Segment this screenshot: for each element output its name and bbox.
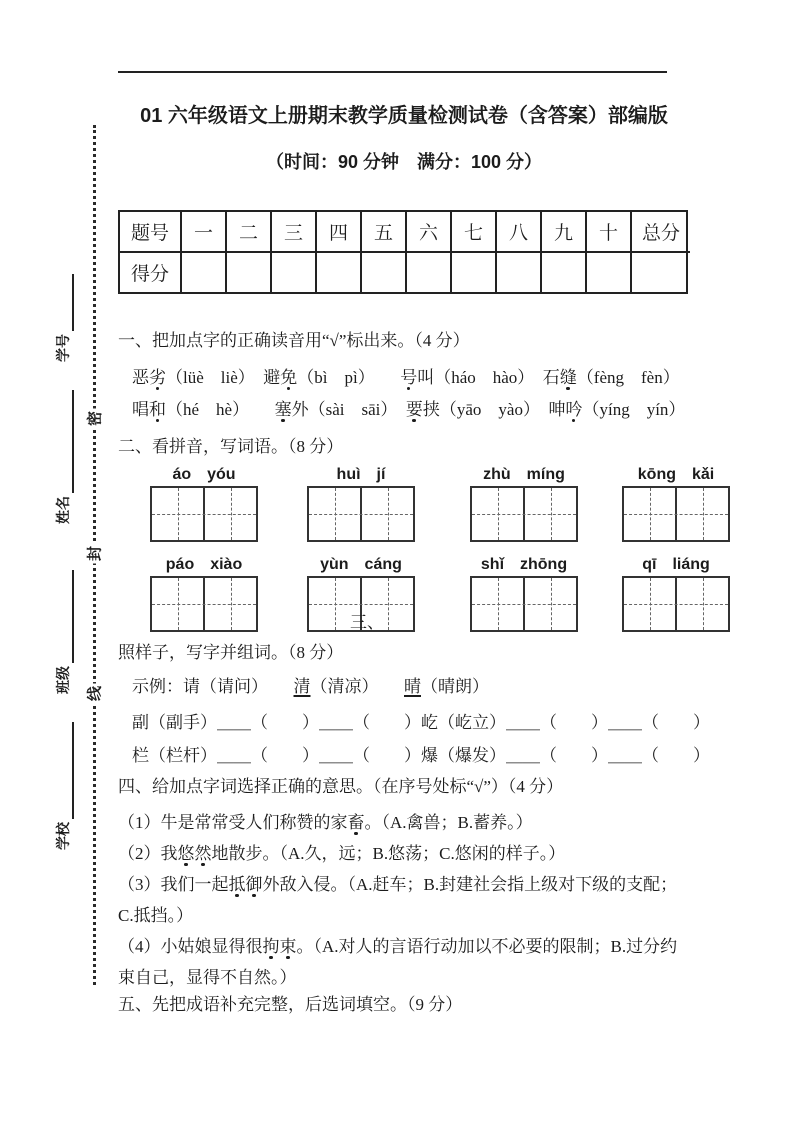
score-cell	[497, 253, 542, 292]
score-table-header-cell: 六	[407, 212, 452, 253]
pinyin-word-group	[150, 554, 258, 632]
pinyin-label: shǐ zhōng	[480, 556, 568, 573]
field-blank-line	[58, 274, 74, 331]
writing-box	[622, 576, 730, 632]
pinyin-word-group	[150, 464, 258, 542]
q1-heading: 一、把加点字的正确读音用“√”标出来。（4 分）	[118, 331, 470, 350]
field-label: 姓名	[57, 496, 72, 524]
writing-box	[470, 576, 578, 632]
student-field-class	[54, 570, 74, 694]
q2-heading: 二、看拼音，写词语。（8 分）	[118, 437, 344, 456]
writing-box	[622, 486, 730, 542]
exam-subtitle: （时间：90 分钟 满分：100 分）	[265, 152, 543, 172]
score-table-header-cell: 三	[272, 212, 317, 253]
writing-cell	[152, 488, 203, 540]
q3-row: 栏（栏杆）＿＿（ ）＿＿（ ）爆（爆发）＿＿（ ）＿＿（ ）	[132, 746, 710, 765]
q5-heading: 五、先把成语补充完整，后选词填空。（9 分）	[118, 995, 463, 1014]
score-table-header-cell: 题号	[120, 212, 182, 253]
writing-cell	[675, 578, 728, 630]
score-table-header-cell: 一	[182, 212, 227, 253]
top-rule	[118, 71, 667, 73]
score-cell	[407, 253, 452, 292]
q3-section-number: 三、	[350, 613, 384, 632]
score-cell	[587, 253, 632, 292]
q4-heading: 四、给加点字词选择正确的意思。（在序号处标“√”）（4 分）	[118, 777, 564, 796]
question-4	[118, 776, 690, 993]
pinyin-label: páo xiào	[165, 556, 243, 573]
score-table-header-cell: 五	[362, 212, 407, 253]
pinyin-label: zhù míng	[483, 466, 565, 483]
pinyin-label: áo yóu	[172, 466, 236, 483]
q1-line: 恶劣（lüè liè） 避免（bì pì） 号叫（háo hào） 石缝（fèng fèn）	[132, 368, 680, 387]
q4-item: （3）我们一起抵御外敌入侵。（A.赶车；B.封建社会指上级对下级的支配；C.抵挡。）	[118, 875, 678, 925]
writing-cell	[472, 488, 523, 540]
writing-cell	[624, 488, 675, 540]
question-1	[118, 330, 690, 426]
writing-box	[150, 576, 258, 632]
score-cell	[542, 253, 587, 292]
writing-cell	[360, 488, 413, 540]
score-table-header-cell: 四	[317, 212, 362, 253]
score-table-header-cell: 二	[227, 212, 272, 253]
q3-example: 示例：请（请问） 清（清凉） 晴（晴朗）	[132, 677, 489, 696]
score-cell	[632, 253, 690, 292]
score-cell	[182, 253, 227, 292]
score-row-label: 得分	[120, 253, 182, 292]
score-table	[118, 210, 688, 294]
writing-cell	[152, 578, 203, 630]
pinyin-label: yùn cáng	[320, 556, 402, 573]
question-3	[118, 642, 710, 772]
writing-cell	[309, 488, 360, 540]
student-field-number	[54, 274, 74, 362]
field-blank-line	[58, 390, 74, 493]
q4-item: （2）我悠然地散步。（A.久，远；B.悠荡；C.悠闲的样子。）	[118, 844, 566, 863]
score-table-header-cell: 九	[542, 212, 587, 253]
pinyin-word-group	[470, 464, 578, 542]
score-cell	[452, 253, 497, 292]
writing-cell	[523, 488, 576, 540]
seal-char-feng: 封	[84, 544, 105, 564]
score-cell	[227, 253, 272, 292]
pinyin-label: kōng kǎi	[637, 466, 715, 483]
field-label: 学校	[57, 822, 72, 850]
writing-cell	[472, 578, 523, 630]
q4-item: （1）牛是常常受人们称赞的家畜。（A.禽兽；B.蓄养。）	[118, 813, 533, 832]
writing-cell	[675, 488, 728, 540]
question-5	[118, 994, 690, 1016]
writing-box	[307, 486, 415, 542]
writing-cell	[624, 578, 675, 630]
field-blank-line	[58, 570, 74, 663]
pinyin-word-group	[622, 464, 730, 542]
field-label: 学号	[57, 334, 72, 362]
field-label: 班级	[57, 666, 72, 694]
pinyin-word-group	[470, 554, 578, 632]
q3-heading: 照样子，写字并组词。（8 分）	[118, 643, 344, 662]
pinyin-label: huì jí	[336, 466, 386, 483]
q1-line: 唱和（hé hè） 塞外（sài sāi） 要挟（yāo yào） 呻吟（yíng yín）	[132, 400, 686, 419]
writing-box	[470, 486, 578, 542]
score-cell	[272, 253, 317, 292]
exam-title: 01 六年级语文上册期末教学质量检测试卷（含答案）部编版	[140, 105, 668, 127]
pinyin-word-group	[307, 464, 415, 542]
q3-row: 副（副手）＿＿（ ）＿＿（ ）屹（屹立）＿＿（ ）＿＿（ ）	[132, 713, 710, 732]
writing-box	[150, 486, 258, 542]
q4-item: （4）小姑娘显得很拘束。（A.对人的言语行动加以不必要的限制；B.过分约束自己，显得不自然。）	[118, 937, 678, 987]
writing-cell	[523, 578, 576, 630]
writing-cell	[203, 578, 256, 630]
score-table-header-cell: 十	[587, 212, 632, 253]
seal-char-mi: 密	[84, 409, 105, 429]
score-cell	[362, 253, 407, 292]
score-cell	[317, 253, 362, 292]
score-table-header-cell: 总分	[632, 212, 690, 253]
student-field-school	[54, 722, 74, 850]
score-table-header-cell: 八	[497, 212, 542, 253]
pinyin-label: qī liáng	[642, 556, 710, 573]
writing-cell	[203, 488, 256, 540]
student-field-name	[54, 390, 74, 524]
pinyin-word-group	[622, 554, 730, 632]
score-table-header-cell: 七	[452, 212, 497, 253]
field-blank-line	[58, 722, 74, 819]
question-2	[118, 436, 715, 646]
seal-char-xian: 线	[84, 684, 105, 704]
